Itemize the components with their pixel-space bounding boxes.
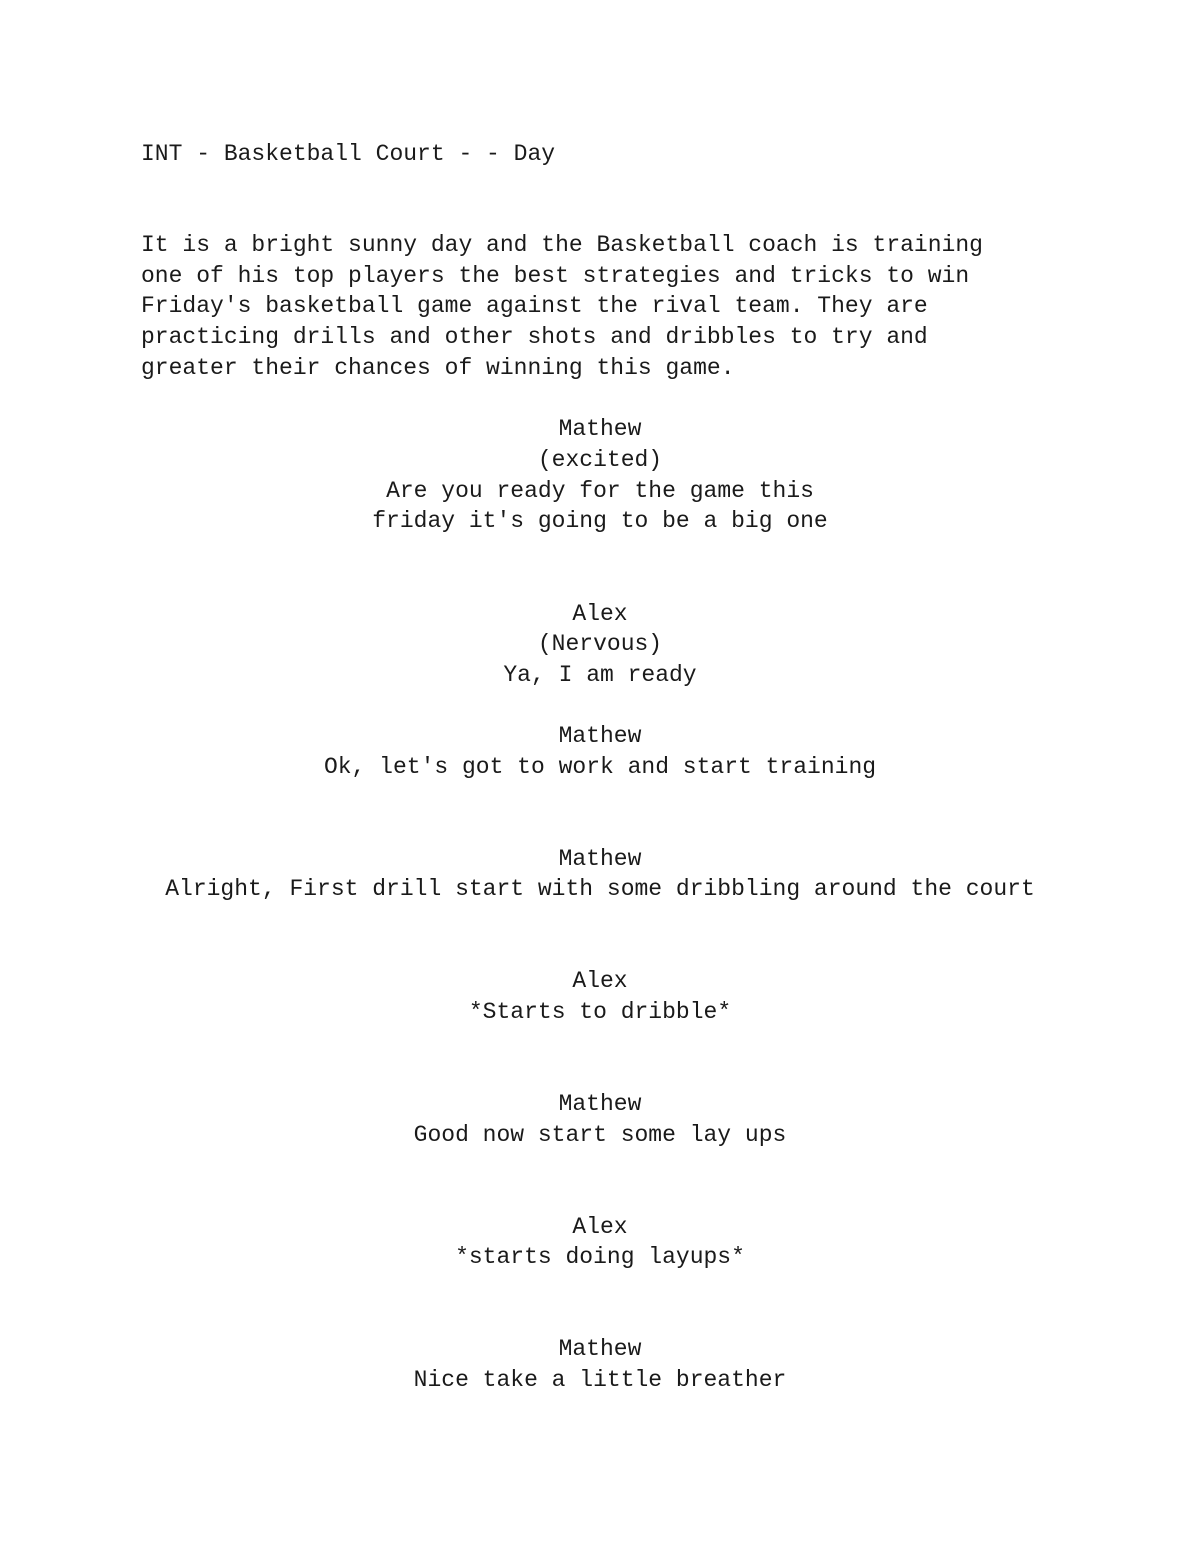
dialogue-line: Ya, I am ready	[503, 662, 697, 688]
dialogue-line: Ok, let's got to work and start training	[323, 754, 877, 780]
dialogue-line: friday it's going to be a big one	[372, 508, 828, 534]
character-name: Mathew	[558, 723, 642, 749]
parenthetical: (excited)	[537, 447, 663, 473]
action-line: It is a bright sunny day and the Basketball coach is training	[141, 232, 983, 258]
character-name: Mathew	[558, 1091, 642, 1117]
parenthetical: (Nervous)	[537, 631, 663, 657]
action-line: practicing drills and other shots and dribbles to try and	[141, 324, 928, 351]
action-line: Friday's basketball game against the rival team. They are	[141, 293, 928, 320]
character-name: Alex	[572, 601, 628, 627]
dialogue-line: Nice take a little breather	[413, 1367, 787, 1393]
dialogue-line: *Starts to dribble*	[468, 999, 732, 1025]
dialogue-line: Are you ready for the game this	[386, 478, 814, 504]
character-name: Alex	[572, 968, 628, 994]
action-paragraph	[141, 230, 983, 384]
action-line: greater their chances of winning this game.	[141, 354, 735, 381]
action-line: one of his top players the best strategies and tricks to win	[141, 262, 970, 289]
dialogue-line: *starts doing layups*	[455, 1244, 745, 1270]
scene-heading: INT - Basketball Court - - Day	[141, 141, 556, 167]
character-name: Alex	[572, 1214, 628, 1240]
dialogue-line: Good now start some lay ups	[413, 1122, 787, 1148]
character-name: Mathew	[558, 416, 642, 442]
character-name: Mathew	[558, 1336, 642, 1362]
character-name: Mathew	[558, 846, 642, 872]
dialogue-line: Alright, First drill start with some dribbling around the court	[165, 876, 1035, 902]
